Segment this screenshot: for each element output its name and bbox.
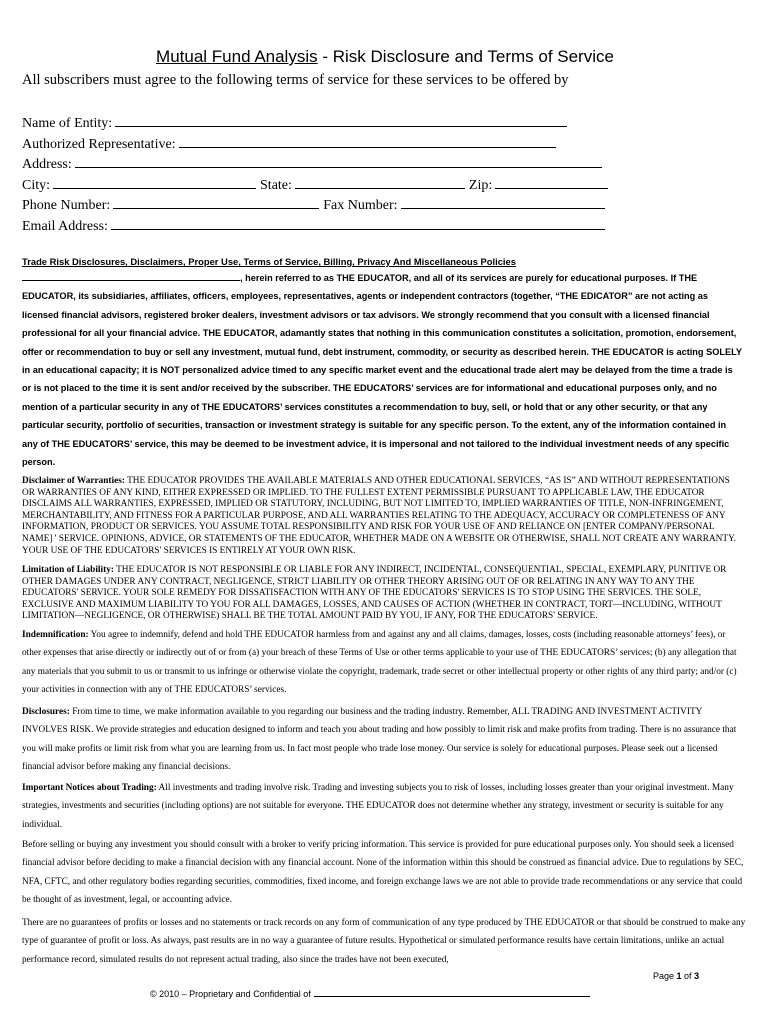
liability-paragraph (22, 565, 744, 623)
document-title (0, 47, 770, 67)
name-of-entity-field[interactable] (115, 112, 567, 127)
title-underlined: Mutual Fund Analysis (156, 47, 318, 66)
city-field[interactable] (53, 174, 256, 189)
page-total: 3 (694, 971, 700, 981)
form-row-address (22, 153, 622, 174)
indemnification-text: You agree to indemnify, defend and hold THE EDUCATOR harmless from and against any and all claims, damages, losses, costs (including reasonable attorneys’ fees), or other expenses that arise directly or indirectly out of or from (a) your breach of these Terms of Use or other terms applicable to your use of THE EDUCATORS’ services; (b) any allegation that any materials that you submit to us or transmit to us infringe or otherwise violate the copyright, trademark, trade secret or other intellectual property or other rights of any third party; and/or (c) your activities in connection with any of THE EDUCATORS’ services. (22, 630, 737, 696)
state-field[interactable] (295, 174, 465, 189)
form-row-rep (22, 133, 622, 154)
important-text: All investments and trading involve risk. Trading and investing subjects you to risk of losses, including losses greater than your original investment. Many strategies, investments and securities (including options) are not suitable for everyone. THE EDUCATOR does not determine whether any strategy, investment or security is suitable for any individual. (22, 783, 734, 830)
fax-label: Fax Number: (323, 198, 398, 213)
subscriber-form (22, 112, 622, 235)
address-label: Address: (22, 157, 72, 172)
page-current: 1 (676, 971, 682, 981)
warranties-paragraph (22, 476, 744, 557)
form-row-email (22, 215, 622, 236)
city-label: City: (22, 177, 51, 193)
warranties-label: Disclaimer of Warranties: (22, 476, 125, 486)
name-of-entity-label: Name of Entity: (22, 116, 113, 131)
liability-label: Limitation of Liability: (22, 565, 114, 575)
title-rest: - Risk Disclosure and Terms of Service (317, 47, 614, 66)
phone-field[interactable] (113, 194, 319, 209)
state-label: State: (260, 177, 292, 193)
form-row-phone (22, 194, 622, 215)
page-prefix: Page (653, 971, 677, 981)
page-of: of (681, 971, 695, 981)
intro-text: , herein referred to as THE EDUCATOR, and all of its services are purely for educational purposes. If THE EDUCATOR, its subsidiaries, affiliates, officers, employees, representatives, agents or independent contractors (together, “THE EDICATOR” are not acting as licensed financial advisors, registered broker dealers, investment advisors or tax advisors. We strongly recommend that you consult with a licensed financial professional for all your financial advice. THE EDUCATOR, adamantly states that nothing in this communication constitutes a solicitation, promotion, endorsement, offer or recommendation to buy or sell any investment, mutual fund, debt instrument, commodity, or security as described herein. THE EDUCATOR is acting SOLELY in an educational capacity; it is NOT personalized advice timed to any specific market event and the educational trade alert may be delayed from the time a trade is or is not placed to the time it is sent and/or received by the subscriber. THE EDUCATORS’ services are for informational and educational purposes only, and no mention of a particular security in any of THE EDUCATORS’ services constitutes a recommendation to buy, sell, or hold that or any other security, or that any particular security, portfolio of securities, transaction or investment strategy is suitable for any specific person. To the extent, any of the information contained in any of THE EDUCATORS’ service, this may be deemed to be investment advice, it is impersonal and not tailored to the individual investment needs of any specific person. (22, 273, 742, 468)
liability-text: THE EDUCATOR IS NOT RESPONSIBLE OR LIABLE FOR ANY INDIRECT, INCIDENTAL, CONSEQUENTIAL, SPECIAL, EXEMPLARY, PUNITIVE OR OTHER DAMAGES UNDER ANY CONTRACT, NEGLIGENCE, STRICT LIABILITY OR OTHER THEORY ARISING OUT OF OR RELATING IN ANY WAY TO ANY THE EDUCATORS' SERVICE. YOUR SOLE REMEDY FOR DISSATISFACTION WITH ANY OF THE EDUCATORS' SERVICES IS TO STOP USING THE SERVICES. THE SOLE, EXCLUSIVE AND MAXIMUM LIABILITY TO YOU FOR ALL DAMAGES, LOSSES, AND CAUSES OF ACTION (WHETHER IN CONTRACT, TORT—INCLUDING, WITHOUT LIMITATION—NEGLIGENCE, OR OTHERWISE) SHALL BE THE TOTAL AMOUNT PAID BY YOU, IF ANY, FOR THE EDUCATORS' SERVICE. (22, 565, 727, 622)
zip-label: Zip: (468, 177, 493, 193)
important-notices-paragraph (22, 779, 746, 834)
fax-field[interactable] (401, 194, 605, 209)
disclosures-label: Disclosures: (22, 707, 70, 717)
copyright-text: © 2010 – Proprietary and Confidential of (150, 989, 311, 999)
authorized-rep-field[interactable] (179, 133, 556, 148)
authorized-rep-label: Authorized Representative: (22, 136, 176, 152)
important-label: Important Notices about Trading: (22, 783, 157, 793)
zip-field[interactable] (495, 174, 608, 189)
form-row-city (22, 174, 622, 195)
intro-paragraph (22, 269, 744, 471)
phone-label: Phone Number: (22, 198, 111, 213)
section-heading: Trade Risk Disclosures, Disclaimers, Proper Use, Terms of Service, Billing, Privacy And Miscellaneous Policies (22, 256, 516, 267)
disclosures-text: From time to time, we make information available to you regarding our business and the trading industry. Remember, ALL TRADING AND INVESTMENT ACTIVITY INVOLVES RISK. We provide strategies and education designed to inform and teach you about trading and how possibly to limit risk and make profits from trading. There is no assurance that you will make profits or limit risk from what you are learning from us. In fact most people who trade lose money. Our service is solely for educational purposes. Please seek out a licensed financial advisor before making any financial decisions. (22, 707, 737, 773)
email-field[interactable] (111, 215, 605, 230)
warranties-text: THE EDUCATOR PROVIDES THE AVAILABLE MATERIALS AND OTHER EDUCATIONAL SERVICES, “AS IS” AND WITHOUT REPRESENTATIONS OR WARRANTIES OF ANY KIND, EITHER EXPRESSED OR IMPLIED. TO THE FULLEST EXTENT PERMISSIBLE PURSUANT TO APPLICABLE LAW, THE EDUCATOR DISCLAIMS ALL WARRANTIES, EXPRESSED, IMPLIED OR STATUTORY, INCLUDING, BUT NOT LIMITED TO, IMPLIED WARRANTIES OF TITLE, NON-INFRINGEMENT, MERCHANTABILITY, AND FITNESS FOR A PARTICULAR PURPOSE, AND ALL WARRANTIES RELATING TO THE ADEQUACY, ACCURACY OR COMPLETENESS OF ANY INFORMATION, PRODUCT OR SERVICES. YOU ASSUME TOTAL RESPONSIBILITY AND RISK FOR YOUR USE OF AND RELIANCE ON [ENTER COMPANY/PERSONAL NAME] ' SERVICE. OPINIONS, ADVICE, OR STATEMENTS OF THE EDUCATOR, WHETHER MADE ON A WEBSITE OR OTHERWISE, SHALL NOT CREATE ANY WARRANTY. YOUR USE OF THE EDUCATORS' SERVICES IS ENTIRELY AT YOUR OWN RISK. (22, 476, 736, 556)
before-selling-paragraph: Before selling or buying any investment you should consult with a broker to verify pricing information. This service is provided for pure educational purposes only. You should seek a licensed financial advisor before deciding to make a financial decision with any financial account. None of the information within this should be construed as financial advice. Due to regulations by SEC, NFA, CFTC, and other regulatory bodies regarding securities, commodities, fixed income, and foreign exchange laws we are not able to provide trade recommendations or any service that could be thought of as investment, legal, or accounting advice. (22, 840, 744, 906)
indemnification-paragraph (22, 626, 746, 700)
subtitle: All subscribers must agree to the following terms of service for these services to be offered by (22, 72, 569, 88)
copyright-owner-field[interactable] (314, 987, 590, 997)
educator-name-field[interactable] (22, 271, 240, 281)
disclosures-paragraph (22, 703, 746, 777)
form-row-entity (22, 112, 622, 133)
email-label: Email Address: (22, 218, 108, 234)
no-guarantees-paragraph: There are no guarantees of profits or losses and no statements or track records on any form of communication of any type produced by THE EDUCATOR or that should be construed to make any type of guarantee of profit or loss. As always, past results are in no way a guarantee of future results. Hypothetical or simulated performance results have certain limitations, unlike an actual performance record, simulated results do not represent actual trading, also since the trades have not been executed, (22, 918, 746, 965)
indemnification-label: Indemnification: (22, 630, 89, 640)
copyright-footer (150, 987, 590, 999)
address-field[interactable] (75, 153, 602, 168)
page-number (653, 971, 699, 981)
